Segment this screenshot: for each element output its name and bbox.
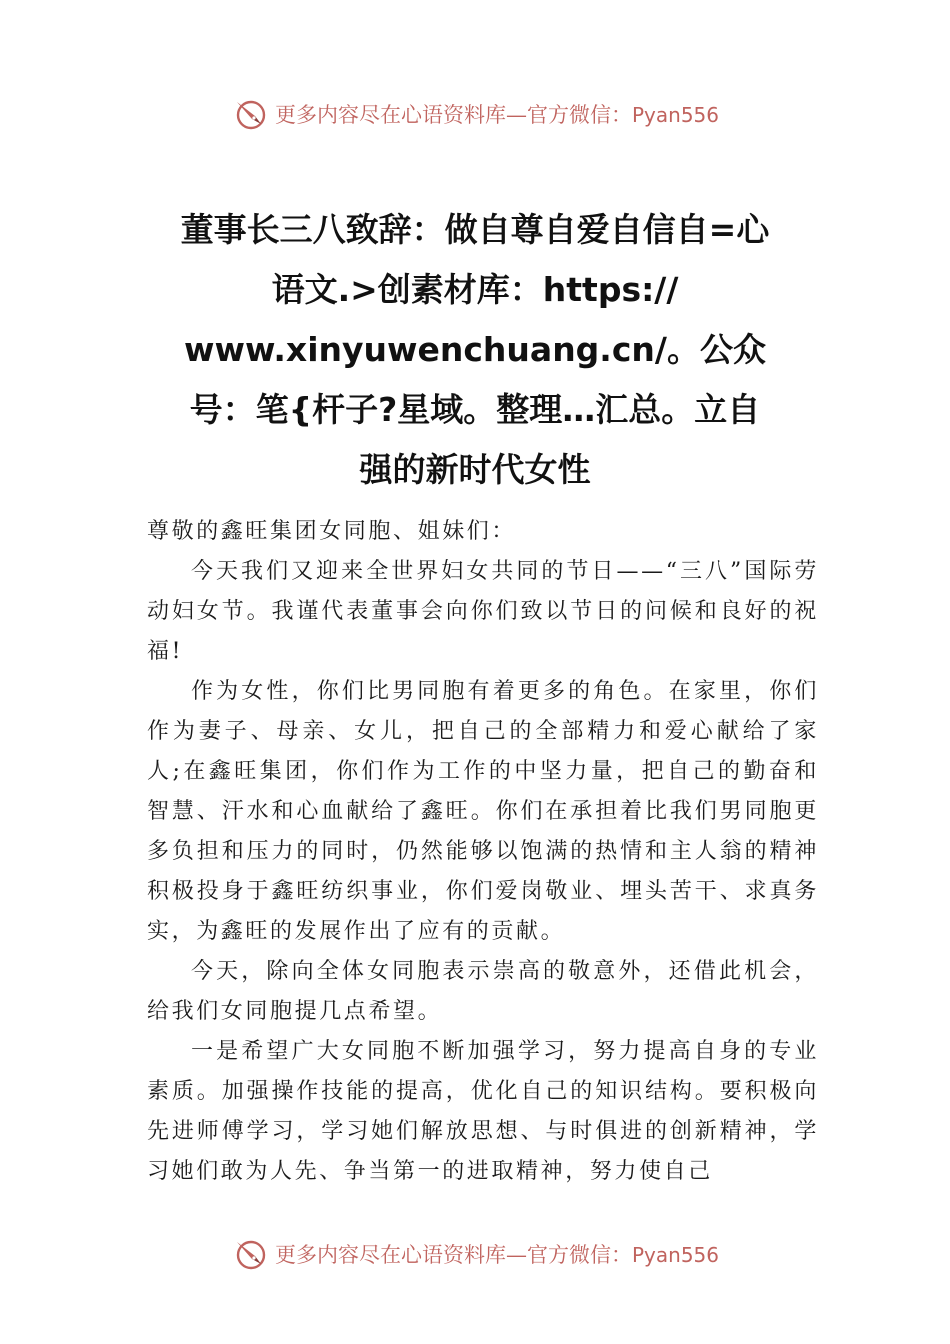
pen-nib-circle-icon xyxy=(231,1234,271,1274)
header-text xyxy=(275,99,719,129)
paragraph: 今天，除向全体女同胞表示崇高的敬意外，还借此机会，给我们女同胞提几点希望。 xyxy=(147,959,819,1024)
paragraph: 作为女性，你们比男同胞有着更多的角色。在家里，你们作为妻子、母亲、女儿，把自己的全部精力和爱心献给了家人;在鑫旺集团，你们作为工作的中坚力量，把自己的勤奋和智慧、汗水和心血献给了鑫旺。你们在承担着比我们男同胞更多负担和压力的同时，仍然能够以饱满的热情和主人翁的精神积极投身于鑫旺纺织事业，你们爱岗敬业、埋头苦干、求真务实，为鑫旺的发展作出了应有的贡献。 xyxy=(147,679,819,944)
document-body xyxy=(147,512,819,1192)
title-line-1: 董事长三八致辞：做自尊自爱自信自=心 xyxy=(180,210,770,249)
title-line-5: 强的新时代女性 xyxy=(359,450,591,489)
pen-nib-circle-icon xyxy=(231,94,271,134)
title-line-3: www.xinyuwenchuang.cn/。公众 xyxy=(184,330,766,369)
footer-text-cn: 更多内容尽在心语资料库—官方微信： xyxy=(274,1243,632,1267)
header-wechat-id: Pyan556 xyxy=(631,103,719,127)
header-banner xyxy=(0,92,950,136)
footer-banner xyxy=(0,1232,950,1276)
paragraph: 一是希望广大女同胞不断加强学习，努力提高自身的专业素质。加强操作技能的提高，优化自己的知识结构。要积极向先进师傅学习，学习她们解放思想、与时俱进的创新精神，学习她们敢为人先、争当第一的进取精神，努力使自己 xyxy=(147,1039,819,1184)
paragraph: 今天我们又迎来全世界妇女共同的节日——“三八”国际劳动妇女节。我谨代表董事会向你们致以节日的问候和良好的祝福! xyxy=(147,559,819,664)
document-title xyxy=(140,200,810,500)
salutation: 尊敬的鑫旺集团女同胞、姐妹们： xyxy=(147,519,517,544)
header-text-cn: 更多内容尽在心语资料库—官方微信： xyxy=(274,103,632,127)
title-line-2: 语文.>创素材库：https:// xyxy=(271,270,679,309)
footer-text xyxy=(275,1239,719,1269)
footer-wechat-id: Pyan556 xyxy=(631,1243,719,1267)
title-line-4: 号：笔{杆子?星域。整理…汇总。立自 xyxy=(189,390,761,429)
